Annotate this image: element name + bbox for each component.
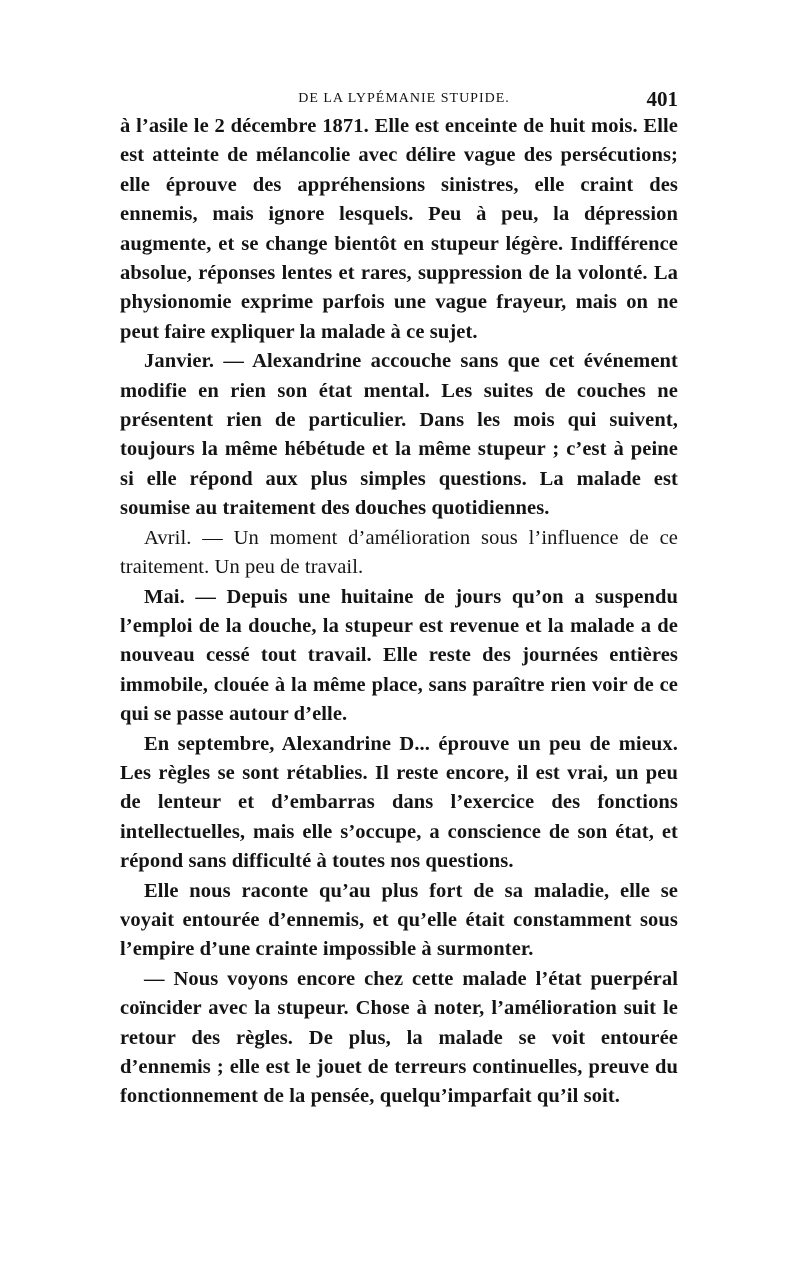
- running-title: DE LA LYPÉMANIE STUPIDE.: [298, 91, 510, 106]
- paragraph-mai: Mai. — Depuis une huitaine de jours qu’on a suspendu l’emploi de la douche, la stupeur est revenue et la malade a de nouveau cessé tout travail. Elle reste des journées entières immobile, clouée à la même place, sans paraître rien voir de ce qui se passe autour d’elle.: [120, 585, 678, 726]
- body-text: [120, 112, 678, 1112]
- paragraph-septembre: En septembre, Alexandrine D... éprouve un peu de mieux. Les règles se sont rétablies. Il reste encore, il est vrai, un peu de lenteur et d’embarras dans l’exercice des fonctions intellectuelles, mais elle s’occupe, a conscience de son état, et répond sans difficulté à toutes nos questions.: [120, 732, 678, 873]
- page-number: 401: [646, 87, 678, 111]
- paragraph-recit: Elle nous raconte qu’au plus fort de sa maladie, elle se voyait entourée d’ennemis, et qu’elle était constamment sous l’empire d’une crainte impossible à surmonter.: [120, 879, 678, 961]
- running-head: [120, 86, 678, 112]
- book-page: [120, 86, 678, 1112]
- paragraph-janvier: Janvier. — Alexandrine accouche sans que cet événement modifie en rien son état mental. Les suites de couches ne présentent rien de particulier. Dans les mois qui suivent, toujours la même hébétude et la même stupeur ; c’est à peine si elle répond aux plus simples questions. La malade est soumise au traitement des douches quotidiennes.: [120, 350, 678, 520]
- paragraph-commentaire: — Nous voyons encore chez cette malade l’état puerpéral coïncider avec la stupeur. Chose à noter, l’amélioration suit le retour des règles. De plus, la malade se voit entourée d’ennemis ; elle est le jouet de terreurs continuelles, preuve du fonctionnement de la pensée, quelqu’imparfait qu’il soit.: [120, 967, 678, 1108]
- paragraph-admission: à l’asile le 2 décembre 1871. Elle est enceinte de huit mois. Elle est atteinte de mélancolie avec délire vague des persécutions; elle éprouve des appréhensions sinistres, elle craint des ennemis, mais ignore lesquels. Peu à peu, la dépression augmente, et se change bientôt en stupeur légère. Indifférence absolue, réponses lentes et rares, suppression de la volonté. La physionomie exprime parfois une vague frayeur, mais on ne peut faire expliquer la malade à ce sujet.: [120, 115, 678, 343]
- paragraph-avril: Avril. — Un moment d’amélioration sous l’influence de ce traitement. Un peu de travail.: [120, 526, 678, 579]
